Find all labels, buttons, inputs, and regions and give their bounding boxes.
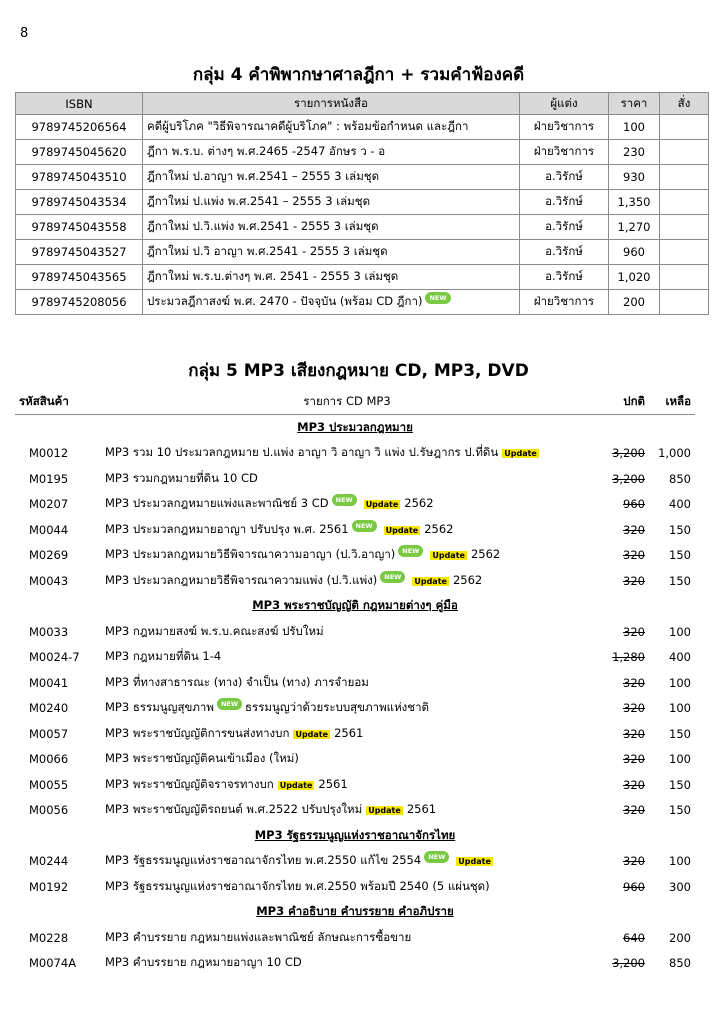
product-code: M0244 [29,854,69,869]
book-row [16,265,709,290]
new-icon: NEW [217,698,242,710]
product-code: M0195 [29,471,69,486]
sale-price: 150 [669,803,691,818]
sale-price: 400 [669,497,691,512]
product-name: MP3 คำบรรยาย กฎหมายอาญา 10 CD [105,955,302,970]
product-suffix: 2561 [318,776,348,791]
price-cell: 1,020 [609,265,660,290]
product-name-cell [101,721,593,747]
header-isbn: ISBN [16,93,143,115]
order-cell [660,140,709,165]
book-row [16,115,709,140]
category-row [15,900,695,926]
update-icon: Update [365,500,399,510]
update-icon: Update [368,806,401,816]
product-row [15,849,695,875]
new-icon: NEW [398,545,423,557]
order-cell [660,190,709,215]
isbn-cell: 9789745206564 [16,115,143,140]
product-code: M0228 [29,930,69,945]
sale-price: 850 [669,471,691,486]
author-cell: ฝ่ายวิชาการ [520,140,609,165]
new-icon: NEW [352,520,377,532]
normal-price: 320 [623,803,645,818]
order-cell [660,240,709,265]
product-name-cell [101,798,593,824]
title-cell [143,215,520,240]
new-icon: NEW [425,292,450,304]
product-row [15,747,695,773]
product-name-cell [101,441,593,467]
sale-price: 100 [669,752,691,767]
product-name: MP3 ที่ทางสาธารณะ (ทาง) จำเป็น (ทาง) ภารจำยอม [105,674,369,689]
product-code: M0269 [29,548,69,563]
normal-price: 320 [623,548,645,563]
price-cell: 960 [609,240,660,265]
product-code: M0074A [29,956,77,971]
header-price: ราคา [609,93,660,115]
title-cell [143,265,520,290]
product-code: M0041 [29,675,69,690]
product-name: MP3 คำบรรยาย กฎหมายแพ่งและพาณิชย์ ลักษณะการซื้อขาย [105,929,412,944]
title-cell [143,115,520,140]
product-name-cell [101,772,593,798]
update-icon: Update [295,729,329,739]
isbn-cell: 9789745043510 [16,165,143,190]
order-cell [660,115,709,140]
category-label: MP3 คำอธิบาย คำบรรยาย คำอภิปราย [256,904,454,919]
product-name-cell [101,951,593,977]
product-name: MP3 ประมวลกฎหมายวิธีพิจารณาความอาญา (ป.วิ.อาญา) [105,547,396,562]
normal-price: 320 [623,701,645,716]
normal-price: 320 [623,777,645,792]
product-name: MP3 กฎหมายที่ดิน 1-4 [105,649,222,664]
sale-price: 300 [669,879,691,894]
product-row [15,492,695,518]
book-table-header [16,93,709,115]
price-cell: 230 [609,140,660,165]
product-code: M0055 [29,777,69,792]
category-label: MP3 รัฐธรรมนูญแห่งราชอาณาจักรไทย [254,827,456,842]
product-suffix: 2562 [452,572,483,587]
product-row [15,543,695,569]
book-table [15,92,709,315]
product-code: M0012 [29,446,69,461]
product-suffix: 2561 [334,725,364,740]
product-row [15,441,695,467]
product-name: MP3 กฎหมายสงฆ์ พ.ร.บ.คณะสงฆ์ ปรับใหม่ [105,623,324,638]
book-title: คดีผู้บริโภค "วิธีพิจารณาคดีผู้บริโภค" : พร้อมข้อกำหนด และฎีกา [147,119,469,133]
product-row [15,951,695,977]
sale-price: 100 [669,701,691,716]
product-name-cell [101,517,593,543]
product-name: MP3 รัฐธรรมนูญแห่งราชอาณาจักรไทย พ.ศ.2550 แก้ไข 2554 [105,853,422,868]
title-cell [143,290,520,315]
title-cell [143,190,520,215]
product-name-cell [101,670,593,696]
book-title: ฎีกาใหม่ ป.วิ.แพ่ง พ.ศ.2541 - 2555 3 เล่มชุด [147,219,379,233]
product-code: M0024-7 [29,650,80,665]
book-title: ประมวลฎีกาสงฆ์ พ.ศ. 2470 - ปัจจุบัน (พร้อม CD ฎีกา) [147,294,423,308]
product-row [15,874,695,900]
product-code: M0056 [29,803,69,818]
header-order: สั่ง [660,93,709,115]
product-name-cell [101,543,593,569]
book-title: ฎีกาใหม่ ป.วิ อาญา พ.ศ.2541 - 2555 3 เล่มชุด [147,244,388,258]
product-name-cell [101,645,593,671]
product-name-cell [101,849,593,875]
page-number: 8 [20,26,29,41]
product-name: MP3 ประมวลกฎหมายแพ่งและพาณิชย์ 3 CD [105,496,329,511]
product-name: MP3 ประมวลกฎหมายอาญา ปรับปรุง พ.ศ. 2561 [105,521,349,536]
product-name-cell [101,492,593,518]
category-row [15,594,695,620]
author-cell: ฝ่ายวิชาการ [520,290,609,315]
category-row [15,415,695,441]
sale-price: 1,000 [658,446,691,461]
product-name-cell [101,619,593,645]
product-code: M0192 [29,879,69,894]
title-cell [143,165,520,190]
normal-price: 3,200 [612,446,645,461]
product-suffix: 2562 [404,496,434,511]
section1-title: กลุ่ม 4 คำพิพากษาศาลฎีกา + รวมคำฟ้องคดี [192,65,525,85]
update-icon: Update [385,525,419,535]
author-cell: ฝ่ายวิชาการ [520,115,609,140]
sale-price: 150 [669,573,691,588]
normal-price: 320 [623,726,645,741]
mp3-table-header [15,390,695,415]
sale-price: 150 [669,522,691,537]
sale-price: 400 [669,650,691,665]
header-remaining: เหลือ [649,390,695,415]
product-row [15,568,695,594]
product-name-cell [101,466,593,492]
product-row [15,696,695,722]
update-icon: Update [458,857,491,867]
price-cell: 930 [609,165,660,190]
book-title: ฎีกาใหม่ ป.แพ่ง พ.ศ.2541 – 2555 3 เล่มชุด [147,194,371,208]
product-row [15,466,695,492]
product-row [15,670,695,696]
section2-title: กลุ่ม 5 MP3 เสียงกฎหมาย CD, MP3, DVD [188,361,529,381]
category-label: MP3 ประมวลกฎหมาย [297,419,413,434]
product-name: MP3 ธรรมนูญสุขภาพ [105,700,214,715]
product-name-cell [101,696,593,722]
order-cell [660,165,709,190]
normal-price: 320 [623,675,645,690]
product-suffix: 2562 [424,521,454,536]
sale-price: 100 [669,675,691,690]
product-row [15,645,695,671]
product-code: M0044 [29,522,69,537]
product-name-cell [101,925,593,951]
product-suffix: 2562 [470,547,501,562]
book-title: ฎีกาใหม่ ป.อาญา พ.ศ.2541 – 2555 3 เล่มชุด [147,169,380,183]
book-row [16,165,709,190]
book-row [16,215,709,240]
header-author: ผู้แต่ง [520,93,609,115]
title-cell [143,140,520,165]
author-cell: อ.วิรักษ์ [520,215,609,240]
sale-price: 200 [669,930,691,945]
product-name-cell [101,874,593,900]
product-code: M0066 [29,752,69,767]
product-row [15,721,695,747]
isbn-cell: 9789745043558 [16,215,143,240]
author-cell: อ.วิรักษ์ [520,165,609,190]
isbn-cell: 9789745043565 [16,265,143,290]
header-item: รายการ CD MP3 [101,390,593,415]
normal-price: 320 [623,624,645,639]
product-row [15,925,695,951]
isbn-cell: 9789745043527 [16,240,143,265]
normal-price: 640 [623,930,645,945]
product-name: MP3 รวมกฎหมายที่ดิน 10 CD [105,470,258,485]
category-label: MP3 พระราชบัญญัติ กฎหมายต่างๆ คู่มือ [252,598,458,613]
sale-price: 150 [669,726,691,741]
update-icon: Update [414,576,447,586]
product-code: M0207 [29,497,69,512]
normal-price: 3,200 [612,956,645,971]
product-name: MP3 รวม 10 ประมวลกฎหมาย ป.แพ่ง อาญา วิ อาญา วิ แพ่ง ป.รัษฎากร ป.ที่ดิน [105,445,499,460]
header-normal: ปกติ [593,390,649,415]
sale-price: 150 [669,548,691,563]
product-row [15,798,695,824]
isbn-cell: 9789745043534 [16,190,143,215]
isbn-cell: 9789745208056 [16,290,143,315]
normal-price: 320 [623,854,645,869]
product-name: MP3 พระราชบัญญัติคนเข้าเมือง (ใหม่) [105,751,299,766]
price-cell: 200 [609,290,660,315]
mp3-table [15,390,695,976]
book-row [16,290,709,315]
product-code: M0057 [29,726,69,741]
isbn-cell: 9789745045620 [16,140,143,165]
category-row [15,823,695,849]
product-row [15,772,695,798]
sale-price: 100 [669,854,691,869]
product-code: M0043 [29,573,69,588]
normal-price: 960 [623,497,645,512]
sale-price: 850 [669,956,691,971]
product-name: MP3 ประมวลกฎหมายวิธีพิจารณาความแพ่ง (ป.วิ.แพ่ง) [105,572,378,587]
author-cell: อ.วิรักษ์ [520,240,609,265]
header-title: รายการหนังสือ [143,93,520,115]
order-cell [660,290,709,315]
product-row [15,619,695,645]
new-icon: NEW [424,851,449,863]
update-icon: Update [504,449,537,459]
book-row [16,140,709,165]
sale-price: 150 [669,777,691,792]
normal-price: 320 [623,522,645,537]
product-row [15,517,695,543]
product-suffix: 2561 [406,802,437,817]
author-cell: อ.วิรักษ์ [520,190,609,215]
product-name: MP3 รัฐธรรมนูญแห่งราชอาณาจักรไทย พ.ศ.2550 พร้อมปี 2540 (5 แผ่นชุด) [105,878,490,893]
author-cell: อ.วิรักษ์ [520,265,609,290]
product-name-cell [101,747,593,773]
product-code: M0240 [29,701,69,716]
new-icon: NEW [380,571,405,583]
price-cell: 1,350 [609,190,660,215]
update-icon: Update [432,551,465,561]
product-name: MP3 พระราชบัญญัติการขนส่งทางบก [105,725,290,740]
price-cell: 100 [609,115,660,140]
normal-price: 320 [623,752,645,767]
new-icon: NEW [332,494,357,506]
title-cell [143,240,520,265]
sale-price: 100 [669,624,691,639]
update-icon: Update [279,780,313,790]
normal-price: 960 [623,879,645,894]
order-cell [660,265,709,290]
product-name: MP3 พระราชบัญญัติจราจรทางบก [105,776,274,791]
normal-price: 320 [623,573,645,588]
product-name: MP3 พระราชบัญญัติรถยนต์ พ.ศ.2522 ปรับปรุงใหม่ [105,802,363,817]
price-cell: 1,270 [609,215,660,240]
order-cell [660,215,709,240]
book-row [16,240,709,265]
product-name-cell [101,568,593,594]
product-suffix: ธรรมนูญว่าด้วยระบบสุขภาพแห่งชาติ [245,700,429,715]
book-title: ฎีกาใหม่ พ.ร.บ.ต่างๆ พ.ศ. 2541 - 2555 3 เล่มชุด [147,269,399,283]
normal-price: 1,280 [612,650,645,665]
book-row [16,190,709,215]
book-title: ฎีกา พ.ร.บ. ต่างๆ พ.ศ.2465 -2547 อักษร ว - อ [147,144,386,158]
normal-price: 3,200 [612,471,645,486]
header-code: รหัสสินค้า [15,390,101,415]
product-code: M0033 [29,624,69,639]
